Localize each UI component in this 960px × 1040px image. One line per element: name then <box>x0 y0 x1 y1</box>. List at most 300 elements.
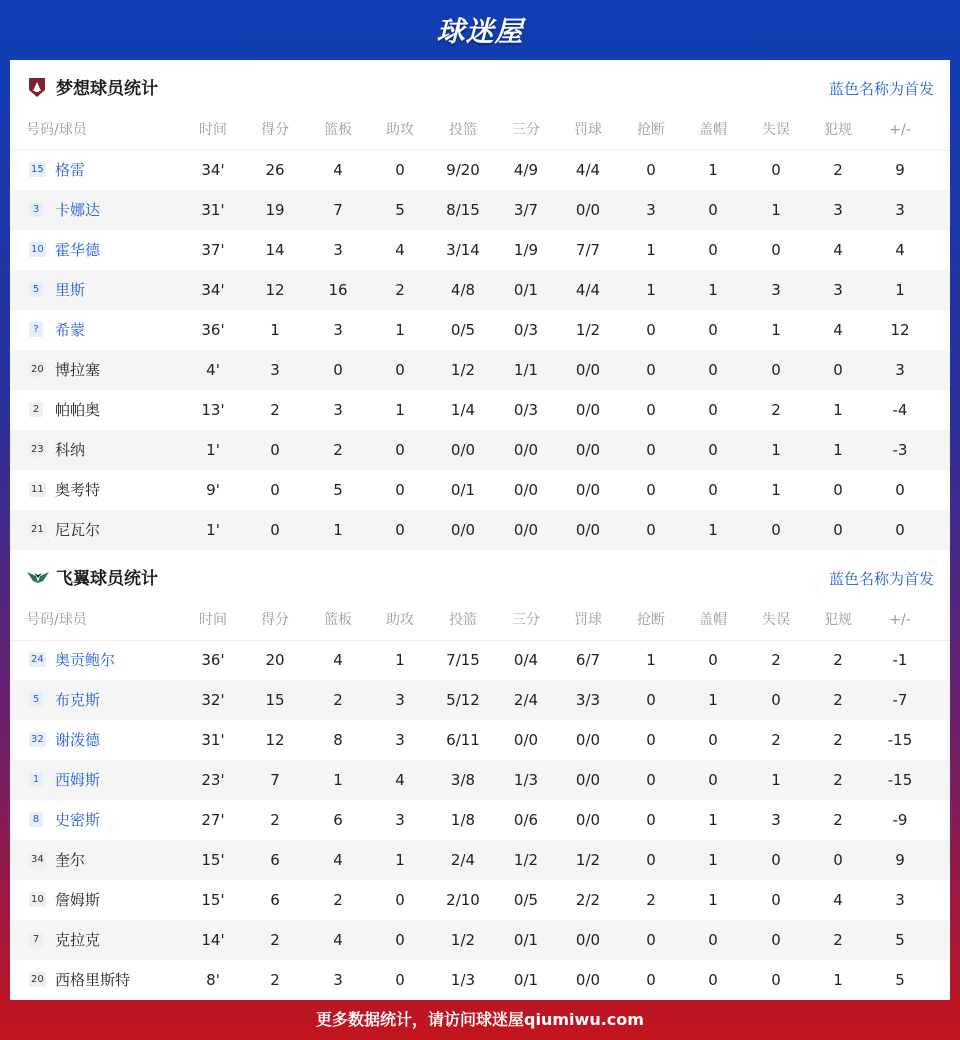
stat-cell: 6 <box>270 891 280 909</box>
stat-cell: 0 <box>833 521 843 539</box>
stat-cell: 4 <box>833 241 843 259</box>
stat-cell: -4 <box>892 401 908 419</box>
stat-cell: 4/4 <box>575 161 601 179</box>
stat-cell: 16 <box>328 281 348 299</box>
player-row[interactable] <box>10 390 950 430</box>
column-header[interactable]: +/- <box>889 122 911 138</box>
stat-cell: 1 <box>395 401 405 419</box>
column-header[interactable]: 助攻 <box>386 612 414 628</box>
stat-cell: 4 <box>833 891 843 909</box>
stat-cell: 0 <box>395 361 405 379</box>
stat-cell: 6/7 <box>575 651 601 669</box>
stat-cell: 1 <box>646 651 656 669</box>
stat-cell: 0/3 <box>513 401 539 419</box>
stat-cell: 2 <box>333 891 343 909</box>
stat-cell: 2/4 <box>513 691 539 709</box>
player-name[interactable]: 科纳 <box>55 441 86 459</box>
player-row[interactable] <box>10 720 950 760</box>
player-name[interactable]: 奎尔 <box>55 851 86 869</box>
stat-cell: 32' <box>201 691 225 709</box>
stat-cell: -15 <box>887 771 913 789</box>
stat-cell: 6/11 <box>446 731 480 749</box>
stat-cell: 0 <box>771 521 781 539</box>
stat-cell: 6 <box>333 811 343 829</box>
stat-cell: 3 <box>333 401 343 419</box>
player-name[interactable]: 尼瓦尔 <box>55 521 101 539</box>
stat-cell: 0 <box>395 971 405 989</box>
stat-cell: 4/8 <box>450 281 476 299</box>
stat-cell: 9' <box>206 481 220 499</box>
stat-cell: 0 <box>646 361 656 379</box>
stat-cell: 1 <box>771 201 781 219</box>
player-name[interactable]: 博拉塞 <box>55 361 101 379</box>
stat-cell: 0 <box>708 731 718 749</box>
stat-cell: 37' <box>201 241 225 259</box>
jersey-number: 3 <box>29 202 43 217</box>
team-section <box>10 550 950 1000</box>
stat-cell: 0 <box>708 971 718 989</box>
column-header[interactable]: 抢断 <box>637 612 665 628</box>
stat-cell: 1 <box>833 401 843 419</box>
stat-cell: 0 <box>771 161 781 179</box>
stat-cell: 1 <box>895 281 905 299</box>
stat-cell: 1 <box>771 321 781 339</box>
stat-cell: 3 <box>333 321 343 339</box>
stat-cell: 1' <box>206 441 220 459</box>
stat-cell: 7 <box>270 771 280 789</box>
stat-cell: 2 <box>270 401 280 419</box>
player-row[interactable] <box>10 800 950 840</box>
stat-cell: 0 <box>646 691 656 709</box>
column-header[interactable]: 三分 <box>512 122 540 138</box>
stat-cell: 1/8 <box>450 811 476 829</box>
stat-cell: 0/1 <box>513 931 539 949</box>
stat-cell: 0 <box>270 521 280 539</box>
stat-cell: 3 <box>895 891 905 909</box>
starter-note: 蓝色名称为首发 <box>828 80 934 98</box>
stat-cell: 0 <box>771 851 781 869</box>
stat-cell: 0/0 <box>575 971 601 989</box>
stat-cell: 0 <box>708 241 718 259</box>
stat-cell: 2 <box>833 771 843 789</box>
stat-cell: 0/0 <box>575 401 601 419</box>
stat-cell: 0 <box>395 481 405 499</box>
stat-cell: 3/7 <box>513 201 539 219</box>
stat-cell: 0/1 <box>450 481 476 499</box>
stat-cell: 1/2 <box>513 851 539 869</box>
stat-cell: 3/8 <box>450 771 476 789</box>
stat-cell: 2 <box>771 731 781 749</box>
stat-cell: 9/20 <box>446 161 480 179</box>
stat-cell: 0/0 <box>575 731 601 749</box>
stat-cell: -1 <box>892 651 908 669</box>
column-header[interactable]: 犯规 <box>824 122 852 138</box>
site-header <box>0 0 960 60</box>
stat-cell: 1 <box>395 321 405 339</box>
stat-cell: 1 <box>646 241 656 259</box>
jersey-number: 5 <box>29 282 43 297</box>
stat-cell: 8 <box>333 731 343 749</box>
stat-cell: 1 <box>771 441 781 459</box>
stat-cell: 4 <box>333 931 343 949</box>
player-row[interactable] <box>10 840 950 880</box>
player-row[interactable] <box>10 880 950 920</box>
stat-cell: 34' <box>201 281 225 299</box>
stat-cell: 0 <box>646 851 656 869</box>
stat-cell: 3 <box>833 201 843 219</box>
stat-cell: 1 <box>646 281 656 299</box>
player-row[interactable] <box>10 190 950 230</box>
stat-cell: 1/2 <box>450 361 476 379</box>
stat-cell: 3 <box>771 281 781 299</box>
stat-cell: 1 <box>708 811 718 829</box>
column-header[interactable]: 得分 <box>261 612 289 628</box>
stat-cell: 2 <box>833 811 843 829</box>
stat-cell: 2 <box>833 691 843 709</box>
stat-cell: 7/15 <box>446 651 480 669</box>
player-row[interactable] <box>10 310 950 350</box>
player-name[interactable]: 卡娜达 <box>55 201 101 219</box>
stat-cell: 0/0 <box>513 481 539 499</box>
stat-cell: 2/10 <box>446 891 480 909</box>
stat-cell: 20 <box>265 651 285 669</box>
column-header[interactable]: 得分 <box>261 122 289 138</box>
stat-cell: 2 <box>833 651 843 669</box>
stat-cell: 0 <box>833 481 843 499</box>
stat-cell: 4/4 <box>575 281 601 299</box>
stat-cell: 0 <box>395 931 405 949</box>
stat-cell: 36' <box>201 651 225 669</box>
stat-cell: 15' <box>201 891 225 909</box>
stat-cell: 0/5 <box>450 321 476 339</box>
column-header[interactable]: 篮板 <box>324 122 352 138</box>
column-header[interactable]: 盖帽 <box>699 612 727 628</box>
stat-cell: 0 <box>708 931 718 949</box>
stat-cell: 3 <box>833 281 843 299</box>
stat-cell: 1/3 <box>450 971 476 989</box>
stat-cell: 8' <box>206 971 220 989</box>
stat-cell: 0 <box>708 321 718 339</box>
player-row[interactable] <box>10 640 950 680</box>
stat-cell: 0/0 <box>575 521 601 539</box>
stat-cell: 1 <box>395 851 405 869</box>
player-name[interactable]: 希蒙 <box>55 321 86 339</box>
stat-cell: 0/0 <box>575 441 601 459</box>
stat-cell: 1/9 <box>513 241 539 259</box>
stat-cell: 9 <box>895 161 905 179</box>
player-name[interactable]: 史密斯 <box>55 811 101 829</box>
column-header[interactable]: 时间 <box>199 122 227 138</box>
stat-cell: 1 <box>833 971 843 989</box>
column-header[interactable]: 号码/球员 <box>26 612 87 628</box>
stat-cell: 0 <box>646 771 656 789</box>
stat-cell: 1 <box>771 481 781 499</box>
stat-cell: -3 <box>892 441 908 459</box>
stat-cell: 0 <box>708 401 718 419</box>
stat-cell: 3 <box>395 811 405 829</box>
player-name[interactable]: 詹姆斯 <box>55 891 101 909</box>
stat-cell: 2 <box>833 161 843 179</box>
stat-cell: 0 <box>646 731 656 749</box>
stat-cell: 1/2 <box>575 321 601 339</box>
stats-panel <box>10 60 950 1000</box>
stat-cell: 1 <box>333 771 343 789</box>
stat-cell: 36' <box>201 321 225 339</box>
stat-cell: 3/14 <box>446 241 480 259</box>
team-section <box>10 60 950 550</box>
jersey-number: 20 <box>31 974 44 985</box>
stat-cell: 1 <box>771 771 781 789</box>
player-name[interactable]: 帕帕奥 <box>55 401 101 419</box>
stat-cell: 0 <box>708 651 718 669</box>
stat-cell: 0/0 <box>575 771 601 789</box>
player-row[interactable] <box>10 150 950 190</box>
stat-cell: 0 <box>708 361 718 379</box>
stat-cell: 0/5 <box>513 891 539 909</box>
stat-cell: 7 <box>333 201 343 219</box>
table-header <box>10 110 950 151</box>
column-header[interactable]: 助攻 <box>386 122 414 138</box>
stat-cell: 27' <box>201 811 225 829</box>
stat-cell: 1 <box>708 281 718 299</box>
stat-cell: 0 <box>395 161 405 179</box>
jersey-number: 2 <box>29 402 43 417</box>
stat-cell: 2 <box>646 891 656 909</box>
stat-cell: 12 <box>265 281 285 299</box>
column-header[interactable]: +/- <box>889 612 911 628</box>
stat-cell: 7/7 <box>575 241 601 259</box>
player-row[interactable] <box>10 350 950 390</box>
stat-cell: 4 <box>395 771 405 789</box>
stat-cell: -9 <box>892 811 908 829</box>
column-header[interactable]: 篮板 <box>324 612 352 628</box>
stat-cell: 0 <box>395 441 405 459</box>
stat-cell: 5 <box>895 971 905 989</box>
jersey-number: 10 <box>31 894 44 905</box>
stat-cell: 3 <box>771 811 781 829</box>
stat-cell: 26 <box>265 161 285 179</box>
player-row[interactable] <box>10 760 950 800</box>
column-header[interactable]: 罚球 <box>574 122 602 138</box>
player-row[interactable] <box>10 430 950 470</box>
stat-cell: 0 <box>708 441 718 459</box>
column-header[interactable]: 时间 <box>199 612 227 628</box>
stat-cell: 2 <box>270 971 280 989</box>
stat-cell: 0/1 <box>513 971 539 989</box>
jersey-number: 21 <box>31 524 44 535</box>
stat-cell: 0 <box>646 401 656 419</box>
player-name[interactable]: 克拉克 <box>55 931 101 949</box>
wings-logo-icon <box>26 566 48 588</box>
jersey-number: 24 <box>31 654 44 665</box>
stat-cell: 0/0 <box>450 441 476 459</box>
stat-cell: -15 <box>887 731 913 749</box>
player-name[interactable]: 西姆斯 <box>55 771 101 789</box>
stat-cell: 1 <box>833 441 843 459</box>
player-name[interactable]: 西格里斯特 <box>55 971 131 989</box>
stat-cell: 0/0 <box>513 521 539 539</box>
jersey-number: ? <box>29 322 43 337</box>
stat-cell: 2 <box>833 931 843 949</box>
stat-cell: 31' <box>201 731 225 749</box>
starter-note: 蓝色名称为首发 <box>828 570 934 588</box>
jersey-number: 5 <box>29 692 43 707</box>
stat-cell: 12 <box>265 731 285 749</box>
player-name[interactable]: 奥贡鲍尔 <box>55 651 116 669</box>
player-row[interactable] <box>10 510 950 550</box>
stat-cell: 0 <box>708 481 718 499</box>
stat-cell: 12 <box>890 321 910 339</box>
stat-cell: 0/0 <box>450 521 476 539</box>
stat-cell: 0 <box>895 481 905 499</box>
stat-cell: 6 <box>270 851 280 869</box>
stat-cell: 0 <box>771 971 781 989</box>
stat-cell: 3 <box>270 361 280 379</box>
stat-cell: 4 <box>395 241 405 259</box>
stat-cell: 31' <box>201 201 225 219</box>
column-header[interactable]: 犯规 <box>824 612 852 628</box>
stat-cell: 1/4 <box>450 401 476 419</box>
stat-cell: 0 <box>646 161 656 179</box>
stat-cell: 0 <box>646 931 656 949</box>
jersey-number: 15 <box>31 164 44 175</box>
stat-cell: 0 <box>771 241 781 259</box>
stat-cell: 0 <box>771 361 781 379</box>
player-row[interactable] <box>10 270 950 310</box>
player-name[interactable]: 布克斯 <box>55 691 101 709</box>
stat-cell: 14' <box>201 931 225 949</box>
stat-cell: 0/0 <box>513 441 539 459</box>
stat-cell: 3 <box>895 361 905 379</box>
jersey-number: 1 <box>29 772 43 787</box>
jersey-number: 11 <box>31 484 44 495</box>
stat-cell: 2 <box>395 281 405 299</box>
stat-cell: 0/6 <box>513 811 539 829</box>
stat-cell: 3 <box>646 201 656 219</box>
stat-cell: 0/3 <box>513 321 539 339</box>
stat-cell: 0 <box>646 521 656 539</box>
jersey-number: 7 <box>29 932 43 947</box>
site-logo[interactable]: 球迷屋 <box>436 15 524 48</box>
stat-cell: 1 <box>270 321 280 339</box>
stat-cell: 19 <box>265 201 285 219</box>
jersey-number: 34 <box>31 854 44 865</box>
player-name[interactable]: 格雷 <box>55 161 86 179</box>
stat-cell: 3 <box>333 971 343 989</box>
stat-cell: 0/0 <box>575 481 601 499</box>
player-name[interactable]: 霍华德 <box>55 241 101 259</box>
stat-cell: 0/0 <box>575 201 601 219</box>
stat-cell: 15' <box>201 851 225 869</box>
stat-cell: 5 <box>895 931 905 949</box>
stat-cell: 0 <box>646 811 656 829</box>
stat-cell: 1 <box>395 651 405 669</box>
jersey-number: 32 <box>31 734 44 745</box>
stat-cell: 4 <box>833 321 843 339</box>
team-title: 飞翼球员统计 <box>56 569 158 589</box>
stat-cell: 1 <box>708 891 718 909</box>
stat-cell: 0 <box>771 931 781 949</box>
stat-cell: 2 <box>333 691 343 709</box>
dream-logo-icon <box>26 76 48 98</box>
stat-cell: 0 <box>708 201 718 219</box>
stat-cell: 2 <box>771 401 781 419</box>
column-header[interactable]: 三分 <box>512 612 540 628</box>
stat-cell: 1/2 <box>450 931 476 949</box>
stat-cell: -7 <box>892 691 908 709</box>
column-header[interactable]: 抢断 <box>637 122 665 138</box>
stat-cell: 0 <box>270 441 280 459</box>
stat-cell: 0 <box>646 441 656 459</box>
stat-cell: 0 <box>771 691 781 709</box>
player-name[interactable]: 谢泼德 <box>55 731 101 749</box>
stat-cell: 2/2 <box>575 891 601 909</box>
column-header[interactable]: 罚球 <box>574 612 602 628</box>
stat-cell: 0 <box>270 481 280 499</box>
stat-cell: 23' <box>201 771 225 789</box>
jersey-number: 23 <box>31 444 44 455</box>
stat-cell: 0 <box>395 521 405 539</box>
player-row[interactable] <box>10 960 950 1000</box>
column-header[interactable]: 投篮 <box>449 122 477 138</box>
stat-cell: 8/15 <box>446 201 480 219</box>
player-name[interactable]: 里斯 <box>55 281 86 299</box>
stat-cell: 4 <box>333 651 343 669</box>
stat-cell: 0 <box>833 851 843 869</box>
stat-cell: 0/0 <box>575 931 601 949</box>
stat-cell: 1/3 <box>513 771 539 789</box>
stat-cell: 1' <box>206 521 220 539</box>
player-name[interactable]: 奥考特 <box>55 481 101 499</box>
player-row[interactable] <box>10 470 950 510</box>
stat-cell: 2 <box>833 731 843 749</box>
player-row[interactable] <box>10 680 950 720</box>
stat-cell: 2 <box>771 651 781 669</box>
stat-cell: 0 <box>895 521 905 539</box>
stat-cell: 14 <box>265 241 285 259</box>
footer-banner[interactable]: 更多数据统计，请访问球迷屋qiumiwu.com <box>316 1010 644 1029</box>
player-row[interactable] <box>10 230 950 270</box>
stat-cell: 4' <box>206 361 220 379</box>
stat-cell: 0/0 <box>575 811 601 829</box>
stat-cell: 3/3 <box>575 691 601 709</box>
player-row[interactable] <box>10 920 950 960</box>
stat-cell: 0/4 <box>513 651 539 669</box>
stat-cell: 34' <box>201 161 225 179</box>
column-header[interactable]: 失误 <box>762 612 790 628</box>
column-header[interactable]: 失误 <box>762 122 790 138</box>
stat-cell: 0 <box>771 891 781 909</box>
stat-cell: 0/0 <box>575 361 601 379</box>
column-header[interactable]: 号码/球员 <box>26 122 87 138</box>
stat-cell: 5 <box>395 201 405 219</box>
team-title: 梦想球员统计 <box>56 79 158 99</box>
stat-cell: 4 <box>333 161 343 179</box>
stat-cell: 0 <box>646 971 656 989</box>
column-header[interactable]: 盖帽 <box>699 122 727 138</box>
stat-cell: 1 <box>708 521 718 539</box>
stat-cell: 0 <box>833 361 843 379</box>
stat-cell: 9 <box>895 851 905 869</box>
stat-cell: 1/2 <box>575 851 601 869</box>
stat-cell: 4 <box>333 851 343 869</box>
stat-cell: 1 <box>708 851 718 869</box>
table-header <box>10 600 950 641</box>
column-header[interactable]: 投篮 <box>449 612 477 628</box>
jersey-number: 20 <box>31 364 44 375</box>
stat-cell: 0 <box>646 321 656 339</box>
stat-cell: 3 <box>395 691 405 709</box>
